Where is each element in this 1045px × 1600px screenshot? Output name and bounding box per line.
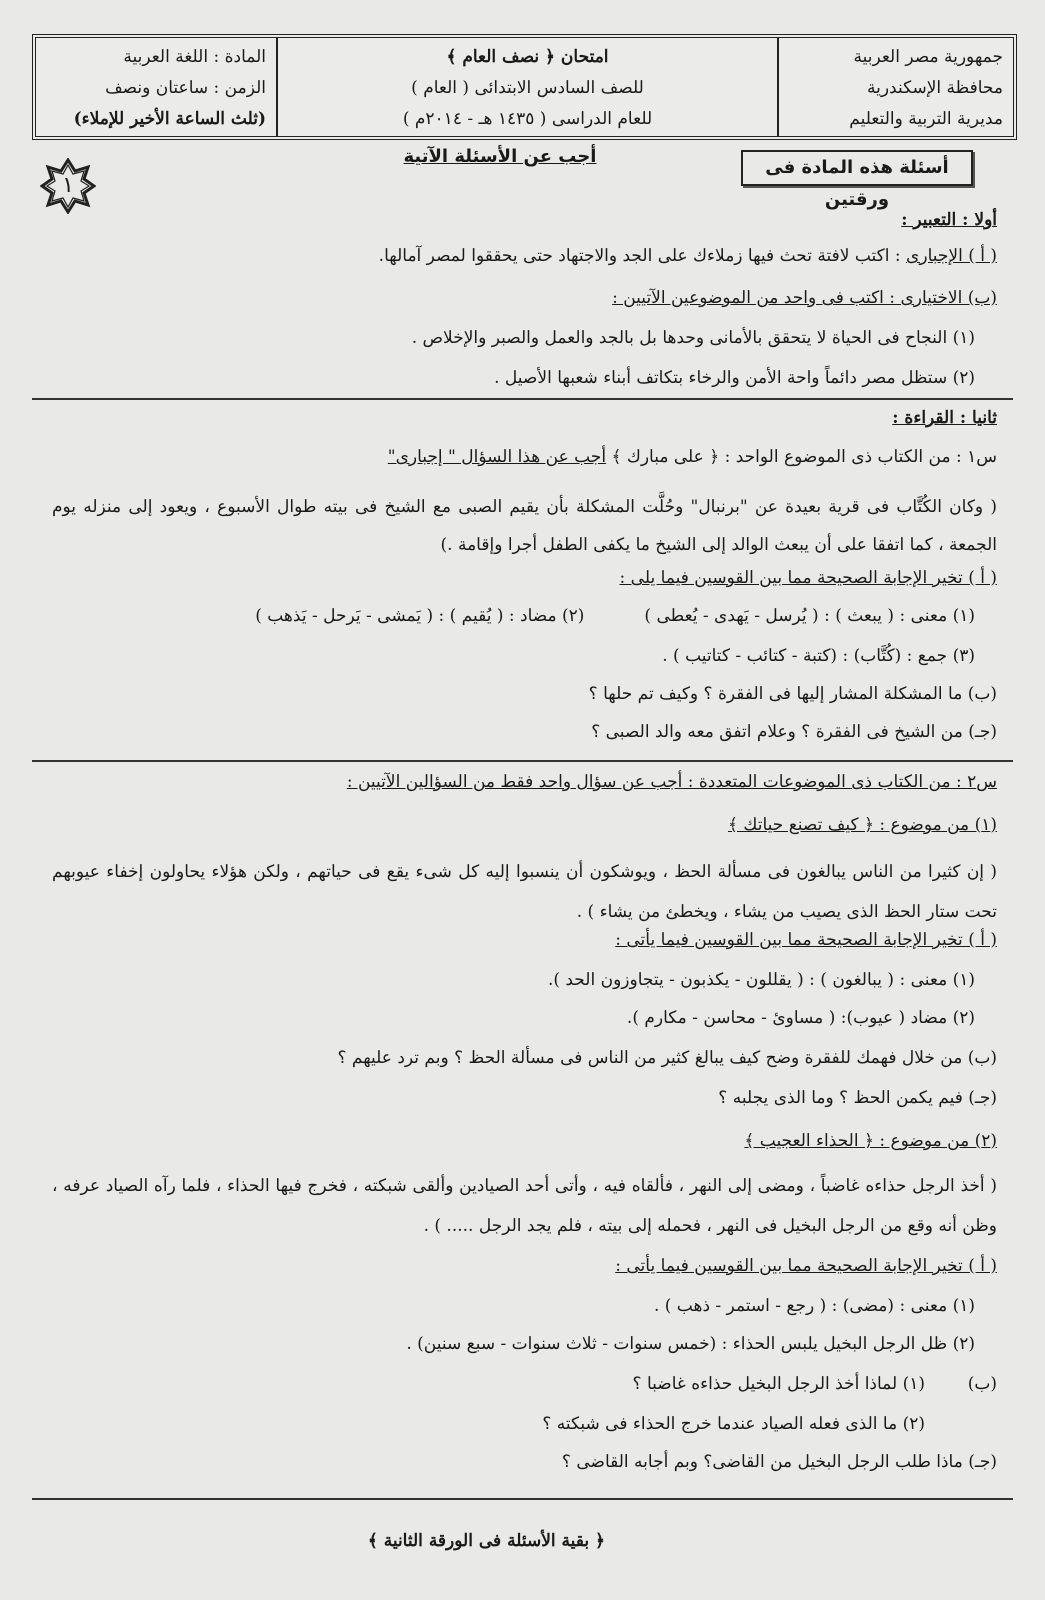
q2-topic2-passage: ( أخذ الرجل حذاءه غاضباً ، ومضى إلى النهر ، فألقاه فيه ، وأتى أحد الصيادين وألقى شبكته ، فخرج فيها الحذاء ، فلما رآه الصياد عرفه ، وظن أنه وقع من الرجل البخيل فى النهر ، فحمله إلى بيته ، فلم يجد الرجل ..... ) . (52, 1176, 997, 1236)
q2-topic2-a-item: (١) معنى : (مضى) : ( رجع - استمر - ذهب ) . (653, 1296, 975, 1316)
header-year: للعام الدراسى ( ١٤٣٥ هـ - ٢٠١٤م ) (402, 109, 653, 129)
two-sheets-note: أسئلة هذه المادة فى ورقتين (741, 150, 973, 186)
q2-topic1-c: (جـ) فيم يكمن الحظ ؟ وما الذى يجلبه ؟ (718, 1088, 997, 1108)
q2-topic1-passage: ( إن كثيرا من الناس يبالغون فى مسألة الحظ ، ويوشكون أن ينسبوا إليه كل شىء يقع فى حياتهم ، ولكن هؤلاء يحاولون إخفاء عيوبهم تحت ستار الحظ الذى يصيب من يشاء ، ويخطئ من يشاء ) . (52, 862, 997, 922)
q2-topic1-a-item: (٢) مضاد ( عيوب): ( مساوئ - محاسن - مكارم ). (626, 1008, 975, 1028)
exam-header (32, 34, 1017, 140)
page-number-badge (40, 158, 96, 214)
divider (32, 398, 1013, 400)
q1-heading (388, 446, 997, 467)
q1-b: (ب) ما المشكلة المشار إليها فى الفقرة ؟ وكيف تم حلها ؟ (588, 684, 997, 704)
q1-a-title: ( أ ) تخير الإجابة الصحيحة مما بين القوسين فيما يلى : (619, 568, 997, 588)
mandatory-label: ( أ ) الإجبارى (906, 246, 997, 266)
q1-c: (جـ) من الشيخ فى الفقرة ؟ وعلام اتفق معه والد الصبى ؟ (591, 722, 997, 742)
optional-text: : اكتب فى واحد من الموضوعين الآتيين : (612, 288, 901, 308)
q1-prefix: س١ : من الكتاب ذى الموضوع الواحد : ﴿ على مبارك ﴾ (606, 447, 997, 467)
q1-a-item: (٣) جمع : (كُتَّاب) : (كتبة - كتائب - كتاتيب ) . (662, 646, 975, 666)
main-instruction: أجب عن الأسئلة الآتية (403, 146, 597, 167)
header-directorate: مديرية التربية والتعليم (849, 109, 1003, 129)
continued-note: ﴿ بقية الأسئلة فى الورقة الثانية ﴾ (367, 1531, 605, 1551)
q2-topic2-c: (جـ) ماذا طلب الرجل البخيل من القاضى؟ وبم أجابه القاضى ؟ (561, 1452, 997, 1472)
divider (32, 1498, 1013, 1500)
q2-topic1-a-title: ( أ ) تخير الإجابة الصحيحة مما بين القوسين فيما يأتى : (615, 930, 997, 950)
q2-topic2-a-item: (٢) ظل الرجل البخيل يلبس الحذاء : (خمس سنوات - ثلاث سنوات - سبع سنين) . (406, 1334, 975, 1354)
page-number: ١ (62, 173, 74, 198)
section-expression-title: أولا : التعبير : (901, 210, 997, 230)
q2-topic2-b-item: (١) لماذا أخذ الرجل البخيل حذاءه غاضبا ؟ (632, 1374, 925, 1394)
header-governorate: محافظة الإسكندرية (866, 78, 1003, 98)
q2-topic2-a-title: ( أ ) تخير الإجابة الصحيحة مما بين القوسين فيما يأتى : (615, 1256, 997, 1276)
q2-instruction: أجب عن سؤال واحد فقط من السؤالين الآتيين : (346, 772, 683, 792)
header-grade: للصف السادس الابتدائى ( العام ) (411, 78, 644, 98)
header-authority (777, 38, 1013, 136)
q1-instruction: أجب عن هذا السؤال " إجبارى" (387, 447, 607, 467)
q1-passage: ( وكان الكُتَّاب فى قرية بعيدة عن "برنبال" وحُلَّت المشكلة بأن يقيم الصبى مع الشيخ فى بيته طوال الأسبوع ، ويعود إلى منزله يوم الجمعة ، كما اتفقا على أن يبعث الوالد إلى الشيخ ما يكفى الطفل أجرا وإقامة .) (52, 497, 997, 555)
q2-topic1-a-item: (١) معنى : ( يبالغون ) : ( يقللون - يكذبون - يتجاوزون الحد ). (547, 970, 975, 990)
q2-topic1-b: (ب) من خلال فهمك للفقرة وضح كيف يبالغ كثير من الناس فى مسألة الحظ ؟ وبم ترد عليهم ؟ (337, 1048, 997, 1068)
header-exam-title: امتحان ﴿ نصف العام ﴾ (446, 47, 609, 67)
q1-a-item: (٢) مضاد : ( يُقيم ) : ( يَمشى - يَرحل - يَذهب ) (255, 606, 585, 626)
topic-item: (١) النجاح فى الحياة لا يتحقق بالأمانى وحدها بل بالجد والعمل والصبر والإخلاص . (411, 328, 975, 348)
mandatory-text: : اكتب لافتة تحث فيها زملاءك على الجد والاجتهاد حتى يحققوا لمصر آمالها. (378, 246, 907, 266)
header-dictation-note: (ثلث الساعة الأخير للإملاء) (73, 109, 266, 129)
header-country: جمهورية مصر العربية (853, 47, 1003, 67)
q2-prefix: س٢ : من الكتاب ذى الموضوعات المتعددة : (682, 772, 997, 792)
q2-topic1-title: (١) من موضوع : ﴿ كيف تصنع حياتك ﴾ (728, 815, 997, 835)
header-exam-info (276, 38, 777, 136)
q2-heading (347, 772, 997, 792)
header-subject-info (36, 38, 276, 136)
section-reading-title: ثانيا : القراءة : (892, 408, 997, 428)
q2-topic2-title: (٢) من موضوع : ﴿ الحذاء العجيب ﴾ (744, 1131, 997, 1151)
header-duration: الزمن : ساعتان ونصف (105, 78, 266, 98)
divider (32, 760, 1013, 762)
optional-task (612, 288, 997, 308)
header-subject: المادة : اللغة العربية (123, 47, 266, 67)
q2-topic2-b-label: (ب) (967, 1374, 997, 1394)
q1-a-item: (١) معنى : ( يبعث ) : ( يُرسل - يَهدى - يُعطى ) (644, 606, 975, 626)
optional-label: (ب) الاختيارى (900, 288, 997, 308)
mandatory-task (379, 246, 997, 266)
q2-topic2-b-item: (٢) ما الذى فعله الصياد عندما خرج الحذاء فى شبكته ؟ (542, 1414, 925, 1434)
topic-item: (٢) ستظل مصر دائماً واحة الأمن والرخاء بتكاتف أبناء شعبها الأصيل . (494, 368, 975, 388)
q1-a-row (255, 606, 975, 626)
